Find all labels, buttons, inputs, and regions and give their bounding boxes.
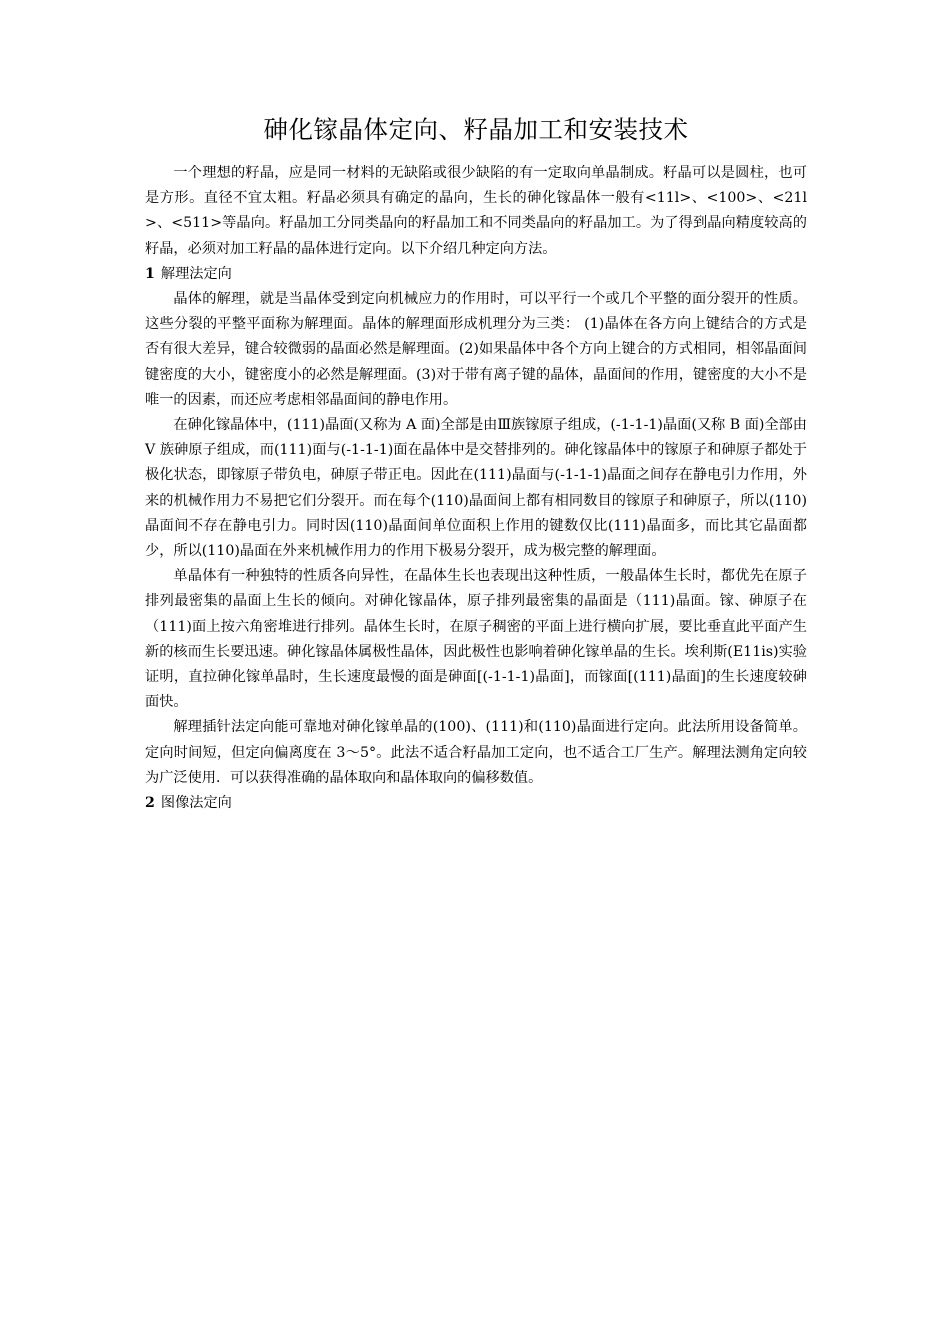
section1-paragraph-1: 晶体的解理，就是当晶体受到定向机械应力的作用时，可以平行一个或几个平整的面分裂开的性质。这些分裂的平整平面称为解理面。晶体的解理面形成机理分为三类： (1)晶体在各方向上键结合的方式是否有很大差异，键合较微弱的晶面必然是解理面。(2)如果晶体中各个方向上键合的方式相同，相邻晶面间键密度的大小，键密度小的必然是解理面。(3)对于带有离子键的晶体，晶面间的作用，键密度的大小不是唯一的因素，而还应考虑相邻晶面间的静电作用。 <box>145 291 807 408</box>
section1-paragraph-4: 解理插针法定向能可靠地对砷化镓单晶的(100)、(111)和(110)晶面进行定向。此法所用设备简单。定向时间短，但定向偏离度在 3～5°。此法不适合籽晶加工定向，也不适合工厂生产。解理法测角定向较为广泛使用．可以获得准确的晶体取向和晶体取向的偏移数值。 <box>145 719 807 786</box>
section-heading-1 <box>145 262 807 287</box>
section-heading-2 <box>145 791 807 816</box>
intro-paragraph: 一个理想的籽晶，应是同一材料的无缺陷或很少缺陷的有一定取向单晶制成。籽晶可以是圆柱，也可是方形。直径不宜太粗。籽晶必须具有确定的晶向，生长的砷化镓晶体一般有<11l>、<100>、<21l>、<511>等晶向。籽晶加工分同类晶向的籽晶加工和不同类晶向的籽晶加工。为了得到晶向精度较高的籽晶，必须对加工籽晶的晶体进行定向。以下介绍几种定向方法。 <box>145 165 807 257</box>
document-title: 砷化镓晶体定向、籽晶加工和安装技术 <box>263 115 689 144</box>
section-number: 1 <box>145 265 155 282</box>
section1-paragraph-3: 单晶体有一种独特的性质各向异性，在晶体生长也表现出这种性质，一般晶体生长时，都优先在原子排列最密集的晶面上生长的倾向。对砷化镓晶体，原子排列最密集的晶面是（111)晶面。镓、砷原子在（111)面上按六角密堆进行排列。晶体生长时，在原子稠密的平面上进行横向扩展，要比垂直此平面产生新的核而生长要迅速。砷化镓晶体属极性晶体，因此极性也影响着砷化镓单晶的生长。埃利斯(E11is)实验证明，直拉砷化镓单晶时，生长速度最慢的面是砷面[(-1-1-1)晶面]，而镓面[(111)晶面]的生长速度较砷面快。 <box>145 568 807 711</box>
document-page <box>145 112 807 816</box>
section-title: 解理法定向 <box>160 265 232 282</box>
section-number: 2 <box>145 795 155 812</box>
section1-paragraph-2: 在砷化镓晶体中，(111)晶面(又称为 A 面)全部是由Ⅲ族镓原子组成，(-1-1-1)晶面(又称 B 面)全部由 V 族砷原子组成，而(111)面与(-1-1-1)面在晶体中是交替排列的。砷化镓晶体中的镓原子和砷原子都处于极化状态，即镓原子带负电，砷原子带正电。因此在(111)晶面与(-1-1-1)晶面之间存在静电引力作用，外来的机械作用力不易把它们分裂开。而在每个(110)晶面间上都有相同数目的镓原子和砷原子，所以(110)晶面间不存在静电引力。同时因(110)晶面间单位面积上作用的键数仅比(111)晶面多，而比其它晶面都少，所以(110)晶面在外来机械作用力的作用下极易分裂开，成为极完整的解理面。 <box>145 417 807 560</box>
section-title: 图像法定向 <box>160 795 232 812</box>
